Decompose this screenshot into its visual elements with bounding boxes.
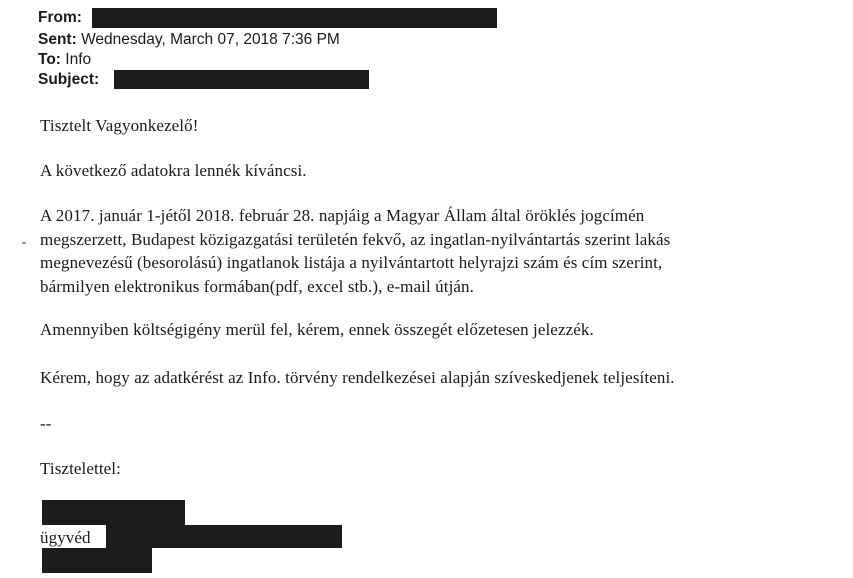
request-line-1: A 2017. január 1-jétől 2018. február 28. napjáig a Magyar Állam által öröklés jogcímén [40, 206, 645, 225]
from-line [38, 8, 82, 28]
subject-line [38, 70, 99, 90]
to-label: To: [38, 51, 61, 68]
signature-name-redaction [42, 500, 185, 525]
request-paragraph [40, 204, 830, 298]
request-line-4: bármilyen elektronikus formában(pdf, excel stb.), e-mail útján. [40, 276, 474, 296]
signature-title: ügyvéd [40, 528, 91, 547]
from-label: From: [38, 9, 82, 26]
greeting: Tisztelt Vagyonkezelő! [40, 116, 199, 135]
closing: Tisztelettel: [40, 459, 121, 478]
from-redaction [92, 8, 497, 28]
intro-paragraph: A következő adatokra lennék kíváncsi. [40, 161, 307, 180]
to-line [38, 50, 91, 70]
subject-redaction [114, 70, 369, 89]
sent-label: Sent: [38, 31, 77, 48]
signature-title-redaction [106, 525, 342, 548]
sent-value: Wednesday, March 07, 2018 7:36 PM [81, 31, 340, 48]
request-line-2: megszerzett, Budapest közigazgatási területén fekvő, az ingatlan-nyilvántartás szerint lakás [40, 229, 671, 249]
legal-paragraph: Kérem, hogy az adatkérést az Info. törvény rendelkezései alapján szíveskedjenek teljesíteni. [40, 368, 675, 387]
scan-mark [22, 242, 26, 244]
cost-paragraph: Amennyiben költségigény merül fel, kérem, ennek összegét előzetesen jelezzék. [40, 320, 594, 339]
request-line-3: megnevezésű (besorolású) ingatlanok listája a nyilvántartott helyrajzi szám és cím szerint, [40, 253, 663, 272]
signature-separator: -- [40, 414, 52, 433]
sent-line [38, 30, 340, 50]
signature-contact-redaction [42, 548, 152, 573]
to-value: Info [65, 51, 92, 68]
subject-label: Subject: [38, 71, 100, 88]
